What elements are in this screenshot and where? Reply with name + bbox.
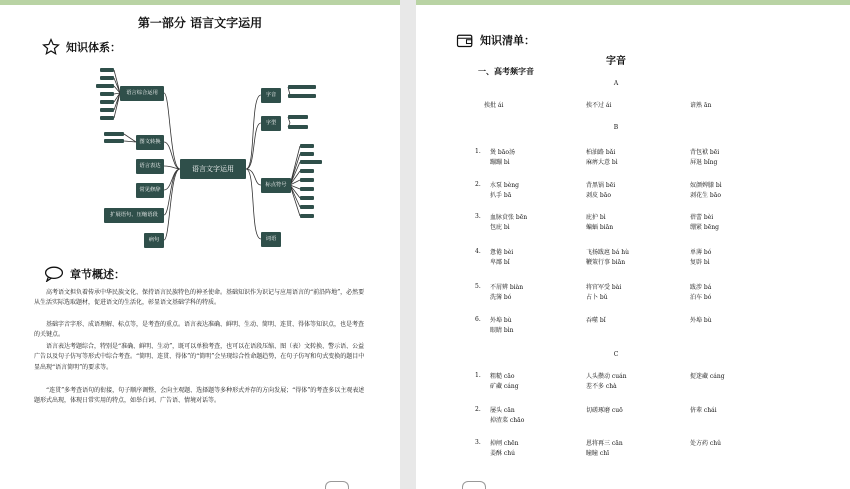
pronunciation-entry: 惫倦 bèi 卑鄙 bǐ: [490, 249, 514, 266]
row-number: 1.: [475, 148, 481, 155]
mind-map-leaf: [100, 68, 114, 72]
pronunciation-entry: 背包袱 bēi 屏退 bǐng: [690, 149, 720, 166]
group-letter: B: [613, 124, 619, 131]
mind-map-leaf: [104, 132, 124, 136]
pronunciation-entry: 粗糙 cāo 矿藏 cáng: [490, 373, 519, 390]
document-page-left: [0, 0, 400, 489]
document-page-right: [416, 0, 850, 489]
pronunciation-entry: 飞扬跋扈 bá hù 鞭策行事 biān: [586, 249, 629, 266]
mind-map-node-language-comprehensive: 语言综合运用: [120, 86, 164, 101]
mind-map: [100, 58, 330, 253]
mind-map-node-character-form: 字型: [261, 116, 281, 131]
mind-map-node-image-text: 图文转换: [136, 135, 164, 150]
book-footer-icon: [462, 481, 486, 489]
page-title: 第一部分 语言文字运用: [137, 16, 263, 30]
mind-map-node-faulty-sentences: 病句: [144, 233, 164, 248]
mind-map-leaf: [100, 116, 114, 120]
mind-map-leaf: [300, 169, 314, 173]
mind-map-leaf: [300, 152, 314, 156]
row-number: 2.: [475, 181, 481, 188]
pronunciation-entry: 谙熟 ān: [690, 102, 712, 109]
mind-map-leaf: [288, 125, 308, 129]
sub-heading: 一、高考频字音: [478, 66, 534, 76]
row-number: 1.: [475, 372, 481, 379]
page-top-band: [416, 0, 850, 5]
pronunciation-entry: 背黑锅 bēi 剥皮 bāo: [586, 182, 616, 199]
mind-map-node-expand-compress: 扩展语句、压缩语段: [104, 208, 164, 223]
mind-map-leaf: [300, 196, 314, 200]
pronunciation-entry: 人头攒动 cuán 差不多 chà: [586, 373, 627, 390]
pronunciation-entry: 切磋琢磨 cuō: [586, 407, 623, 414]
mind-map-leaf: [96, 84, 114, 88]
mind-map-leaf: [100, 100, 114, 104]
pronunciation-entry: 奴颜婢膝 bì 剥花生 bāo: [690, 182, 722, 199]
pronunciation-entry: 掉闸 chēn 姜酥 chú: [490, 440, 519, 457]
overview-paragraph-3: 语言表达考题综合，特别是“准确、鲜明、生动”，既可以单独考查，也可以在语段压缩、图（表）文转换、警示语、公益广告以及句子仿写等形式中综合考查。“简明、连贯、得体”的“简明”会呈现综合性命题趋势，在句子仿写和句式变换的题目中显出现“语言简明”的要求等。: [34, 343, 365, 371]
mind-map-node-vocabulary: 词语: [261, 232, 281, 247]
knowledge-list-label: 知识清单：: [480, 34, 535, 47]
pronunciation-entry: 单薄 bó 复辟 bì: [690, 249, 712, 266]
mind-map-leaf: [300, 214, 314, 218]
mind-map-leaf: [300, 187, 314, 191]
pronunciation-entry: 柏油路 bǎi 麻痹大意 bì: [586, 149, 618, 166]
mind-map-leaf: [300, 144, 314, 148]
pronunciation-entry: 水泵 bèng 扒手 bā: [490, 182, 520, 199]
mind-map-node-pronunciation: 字音: [261, 88, 281, 103]
pronunciation-entry: 恩将再三 cān 瞳瞳 chī: [586, 440, 623, 457]
pronunciation-entry: 庇护 bì 蝙蝠 biān: [586, 214, 614, 231]
mind-map-leaf: [100, 108, 114, 112]
knowledge-list-heading: [456, 32, 535, 48]
pronunciation-entry: 蓓蕾 bèi 绷紧 bēng: [690, 214, 720, 231]
mind-map-node-expression: 语言表达: [136, 159, 164, 174]
row-number: 6.: [475, 316, 481, 323]
mind-map-leaf: [104, 139, 124, 143]
mind-map-node-punctuation: 标点符号: [261, 178, 291, 193]
pronunciation-entry: 处方药 chǔ: [690, 440, 721, 447]
overview-paragraph-2: 基础字音字形、成语理解、标点等，是考查的重点。语言表达准确、鲜明、生动、简明、连贯、得体等知识点，也是考查的关键点。: [34, 321, 365, 339]
wallet-icon: [456, 33, 474, 48]
pronunciation-entry: 外埠 bù 眼睛 bìn: [490, 317, 514, 334]
pronunciation-entry: 屡头 cān 掉渣菜 chāo: [490, 407, 525, 424]
pronunciation-entry: 跋涉 bá 泊车 bó: [690, 284, 712, 301]
star-icon: [42, 38, 60, 56]
mind-map-leaf: [300, 160, 322, 164]
row-number: 2.: [475, 406, 481, 413]
mind-map-node-rhetoric: 常见修辞: [136, 183, 164, 198]
pronunciation-entry: 煲 bāo汤 蹦蹦 bì: [490, 149, 515, 166]
page-top-band: [0, 0, 400, 5]
mind-map-leaf: [100, 76, 114, 80]
group-letter: A: [613, 80, 619, 87]
group-letter: C: [613, 351, 619, 358]
overview-paragraph-1: 高考语文担负着传承中华民族文化、保持语言民族特色的神圣使命。基础知识作为识记与应用语言的“前沿阵地”，必然要从生活实际选取题材，促进语文的生活化，彰显语文基础学科的特质。: [34, 289, 365, 307]
pronunciation-entry: 血脉贲张 bēn 包庇 bì: [490, 214, 528, 231]
row-number: 4.: [475, 248, 481, 255]
pronunciation-entry: 吞噬 bǐ: [586, 317, 606, 324]
pronunciation-entry: 将官军受 bài 占卜 bǔ: [586, 284, 622, 301]
mind-map-leaf: [288, 115, 308, 119]
mind-map-leaf: [288, 94, 316, 98]
pronunciation-entry: 挨不过 ái: [586, 102, 612, 109]
speech-bubble-icon: [44, 266, 64, 282]
overview-paragraph-4: “连贯”多考查语句的衔接，句子顺序调整，会向主观题、选择题等多种形式并存的方向发展；“得体”的考查多以主观表述题形式出现，体现日常实用的特点，如举白词、广告语、情境对话等。: [34, 387, 365, 405]
row-number: 3.: [475, 439, 481, 446]
pronunciation-entry: 侪辈 chái: [690, 407, 717, 414]
knowledge-system-label: 知识体系：: [66, 41, 121, 54]
pronunciation-entry: 外埠 bù: [690, 317, 712, 324]
mind-map-leaf: [100, 92, 114, 96]
mind-map-leaf: [300, 205, 314, 209]
mind-map-center-node: 语言文字运用: [180, 159, 246, 179]
knowledge-system-heading: [42, 38, 121, 56]
book-footer-icon: [325, 481, 349, 489]
pronunciation-entry: 捉迷藏 cáng: [690, 373, 725, 380]
row-number: 3.: [475, 213, 481, 220]
mind-map-leaf: [288, 85, 316, 89]
mind-map-leaf: [300, 178, 314, 182]
pronunciation-entry: 不屑辨 biàn 洗簿 bó: [490, 284, 524, 301]
pronunciation-entry: 挨批 ái: [484, 102, 504, 109]
row-number: 5.: [475, 283, 481, 290]
section-title: 字音: [606, 56, 626, 67]
chapter-overview-label: 章节概述：: [70, 268, 125, 281]
chapter-overview-heading: [44, 266, 125, 282]
